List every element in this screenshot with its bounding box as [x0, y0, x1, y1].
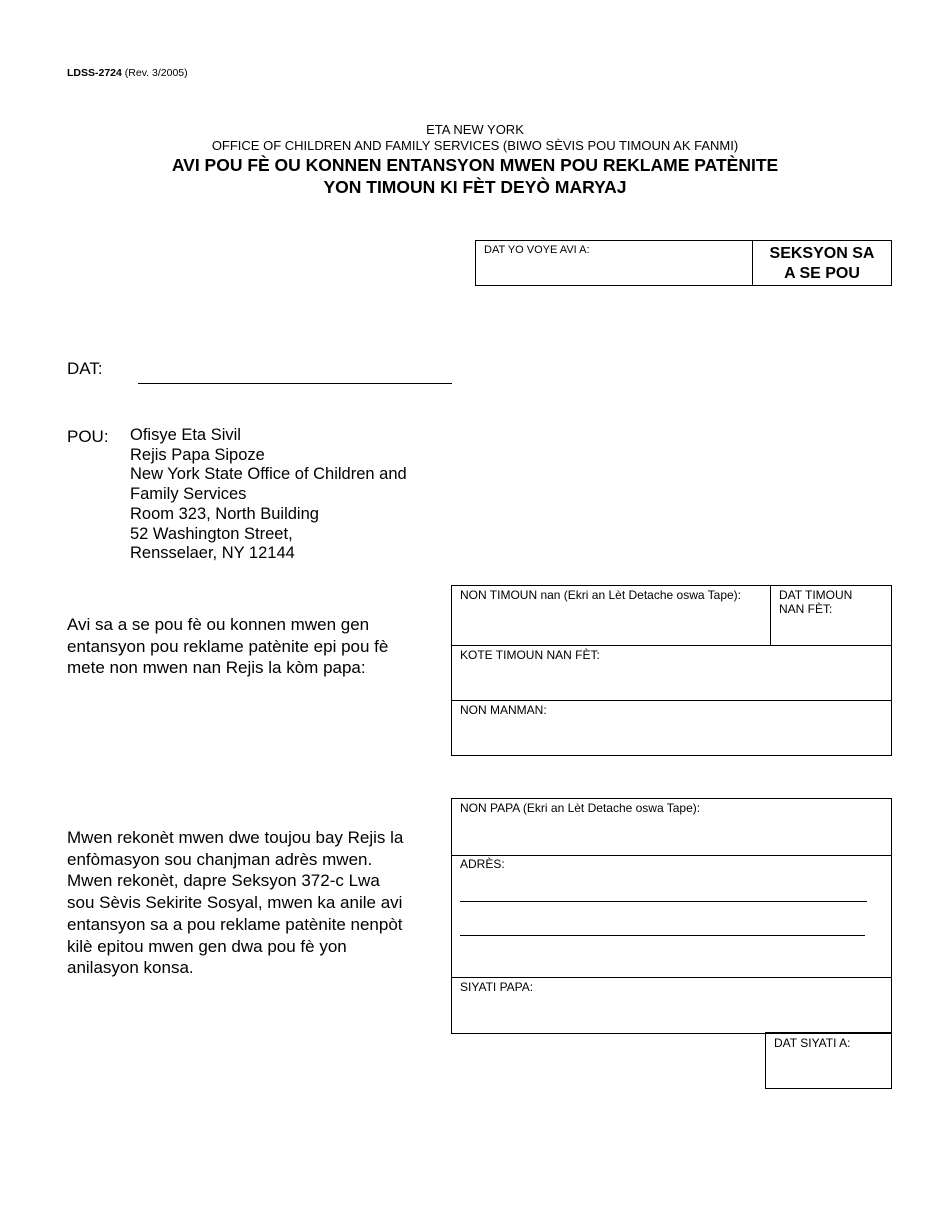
address-line: Family Services	[130, 485, 247, 504]
state-heading: ETA NEW YORK	[426, 122, 524, 137]
office-use-box	[475, 240, 892, 286]
form-revision: (Rev. 3/2005)	[124, 67, 188, 79]
acknowledge-paragraph	[67, 827, 403, 979]
section-line-2: A SE POU	[784, 265, 860, 282]
date-label: DAT:	[67, 359, 103, 378]
birth-date-label-line-1: DAT TIMOUN	[779, 588, 853, 602]
office-use-section-label	[753, 244, 891, 284]
paragraph-line: entansyon pou reklame patènite epi pou fè	[67, 636, 389, 656]
date-sent-field[interactable]	[476, 241, 752, 285]
paragraph-line: Mwen rekonèt mwen dwe toujou bay Rejis la	[67, 828, 404, 847]
paragraph-line: mete non mwen nan Rejis la kòm papa:	[67, 658, 366, 678]
page-title	[0, 154, 950, 198]
paragraph-line: kilè epitou mwen gen dwa pou fè yon	[67, 936, 347, 956]
to-label: POU:	[67, 427, 109, 446]
date-input-line[interactable]	[138, 383, 452, 384]
notice-paragraph	[67, 614, 388, 679]
address-line: Rensselaer, NY 12144	[130, 544, 295, 563]
father-info-box	[451, 798, 892, 1034]
paragraph-line: anilasyon konsa.	[67, 958, 194, 978]
title-line-1: AVI POU FÈ OU KONNEN ENTANSYON MWEN POU REKLAME PATÈNITE	[171, 155, 779, 175]
paragraph-line: sou Sèvis Sekirite Sosyal, mwen ka anile avi	[67, 893, 403, 913]
paragraph-line: Avi sa a se pou fè ou konnen mwen gen	[67, 615, 370, 634]
office-heading: OFFICE OF CHILDREN AND FAMILY SERVICES (BIWO SÈVIS POU TIMOUN AK FANMI)	[211, 138, 739, 153]
father-signature-label: SIYATI PAPA:	[460, 980, 534, 994]
birth-date-label-line-2: NAN FÈT:	[779, 602, 833, 616]
birthplace-label: KOTE TIMOUN NAN FÈT:	[460, 648, 600, 662]
child-birth-date-label	[779, 588, 852, 616]
mother-name-label: NON MANMAN:	[460, 703, 547, 717]
address-line: Rejis Papa Sipoze	[130, 445, 265, 464]
title-line-2: YON TIMOUN KI FÈT DEYÒ MARYAJ	[323, 177, 627, 197]
section-line-1: SEKSYON SA	[769, 245, 875, 262]
form-code: LDSS-2724	[67, 67, 122, 79]
recipient-address	[130, 426, 407, 564]
paragraph-line: entansyon sa a pou reklame patènite nenpòt	[67, 914, 403, 934]
form-id	[67, 67, 188, 79]
signature-date-label: DAT SIYATI A:	[774, 1036, 851, 1050]
row-line	[452, 855, 891, 856]
child-info-box	[451, 585, 892, 756]
address-line: Ofisye Eta Sivil	[130, 426, 241, 444]
address-line: New York State Office of Children and	[130, 465, 407, 484]
address-input-line-1[interactable]	[460, 901, 867, 902]
address-line: Room 323, North Building	[130, 504, 319, 523]
address-input-line-2[interactable]	[460, 935, 865, 936]
paragraph-line: enfòmasyon sou chanjman adrès mwen.	[67, 849, 373, 869]
child-name-label: NON TIMOUN nan (Ekri an Lèt Detache oswa Tape):	[460, 588, 742, 602]
address-line: 52 Washington Street,	[130, 524, 293, 543]
address-label: ADRÈS:	[460, 857, 505, 871]
father-name-label: NON PAPA (Ekri an Lèt Detache oswa Tape):	[460, 801, 701, 815]
signature-date-field[interactable]	[765, 1032, 892, 1089]
paragraph-line: Mwen rekonèt, dapre Seksyon 372-c Lwa	[67, 871, 380, 891]
date-sent-label: DAT YO VOYE AVI A:	[484, 244, 590, 256]
